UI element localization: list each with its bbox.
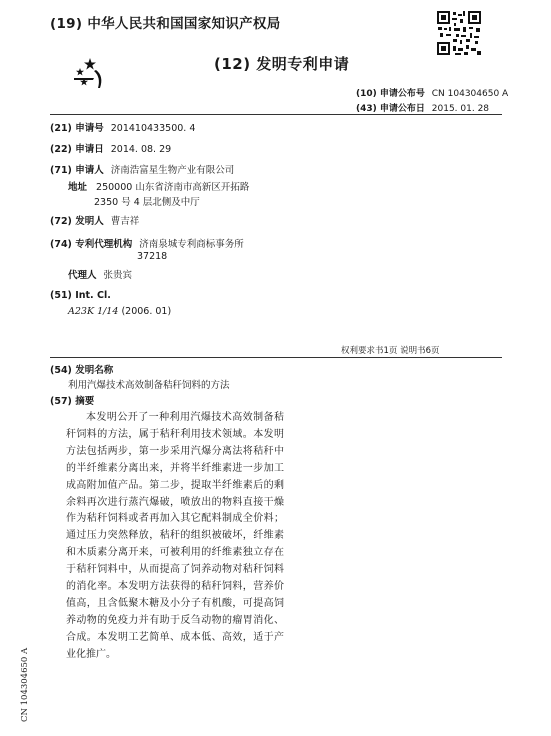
agency-label: (74) 专利代理机构 bbox=[50, 239, 133, 250]
publication-number-label: (10) 申请公布号 bbox=[356, 89, 425, 99]
cnipa-stars-logo-icon bbox=[70, 56, 110, 90]
int-cl-label: (51) Int. Cl. bbox=[50, 290, 111, 301]
publication-date-value: 2015. 01. 28 bbox=[431, 104, 490, 114]
header-divider bbox=[50, 114, 502, 115]
address-row bbox=[68, 179, 249, 193]
applicant-value: 济南浩富星生物产业有限公司 bbox=[110, 165, 235, 176]
address-line-1: 250000 山东省济南市高新区开拓路 bbox=[96, 182, 250, 193]
agent-label: 代理人 bbox=[68, 270, 97, 281]
issuing-office: (19) 中华人民共和国国家知识产权局 bbox=[50, 16, 281, 32]
agency-value: 济南泉城专利商标事务所 bbox=[139, 239, 244, 250]
address-label: 地址 bbox=[68, 182, 88, 193]
applicant-row bbox=[50, 162, 234, 176]
section-divider bbox=[50, 357, 502, 358]
application-date-value: 2014. 08. 29 bbox=[110, 144, 172, 155]
application-number-row bbox=[50, 120, 195, 134]
agency-code: 37218 bbox=[137, 251, 168, 262]
application-number-label: (21) 申请号 bbox=[50, 123, 104, 134]
publication-date-row bbox=[356, 101, 489, 114]
invention-title-value: 利用汽爆技术高效制备秸秆饲料的方法 bbox=[68, 380, 230, 391]
agent-value: 张贵宾 bbox=[103, 270, 133, 281]
abstract-label: (57) 摘要 bbox=[50, 396, 95, 407]
inventor-value: 曹吉祥 bbox=[110, 216, 140, 227]
address-line-2: 2350 号 4 层北侧及中厅 bbox=[94, 197, 200, 208]
inventor-label: (72) 发明人 bbox=[50, 216, 104, 227]
qr-code-icon bbox=[436, 10, 482, 56]
abstract-label-row bbox=[50, 393, 94, 407]
application-date-row bbox=[50, 141, 171, 155]
publication-number-value: CN 104304650 A bbox=[431, 89, 509, 99]
pages-count: 权利要求书1页 说明书6页 bbox=[341, 346, 440, 356]
applicant-label: (71) 申请人 bbox=[50, 165, 104, 176]
inventor-row bbox=[50, 213, 139, 227]
agency-row bbox=[50, 236, 244, 250]
publication-number-row bbox=[356, 86, 508, 99]
application-date-label: (22) 申请日 bbox=[50, 144, 104, 155]
invention-title-label: (54) 发明名称 bbox=[50, 365, 114, 376]
int-cl-code: A23K 1/14 bbox=[68, 306, 119, 317]
invention-title-label-row bbox=[50, 362, 113, 376]
int-cl-row bbox=[50, 290, 111, 301]
publication-date-label: (43) 申请公布日 bbox=[356, 104, 425, 114]
int-cl-classification bbox=[68, 306, 171, 317]
int-cl-year: (2006. 01) bbox=[121, 306, 172, 317]
document-type-title: (12) 发明专利申请 bbox=[214, 55, 350, 73]
side-publication-number: CN 104304650 A bbox=[20, 647, 30, 722]
application-number-value: 201410433500. 4 bbox=[110, 123, 196, 134]
agent-row bbox=[68, 267, 132, 281]
abstract-text: 本发明公开了一种利用汽爆技术高效制备秸秆饲料的方法，属于秸秆利用技术领域。本发明方法包括两步，第一步采用汽爆分离法将秸秆中的半纤维素分离出来，并将半纤维素进一步加工成高附加值产品。第二步，提取半纤维素后的剩余料再次进行蒸汽爆破，喷放出的物料直接干燥作为秸秆饲料或者再加入其它配料制成全价料；通过压力突然释放，秸秆的组织被破坏，纤维素和木质素分离开来，可被利用的纤维素独立存在于秸秆饲料中，从而提高了饲养动物对秸秆饲料的消化率。本发明方法获得的秸秆饲料，营养价值高，且含低聚木糖及小分子有机酸，可提高饲养动物的免疫力并有助于反刍动物的瘤胃消化、合成。本发明工艺简单、成本低、高效，适于产业化推广。 bbox=[66, 412, 284, 660]
